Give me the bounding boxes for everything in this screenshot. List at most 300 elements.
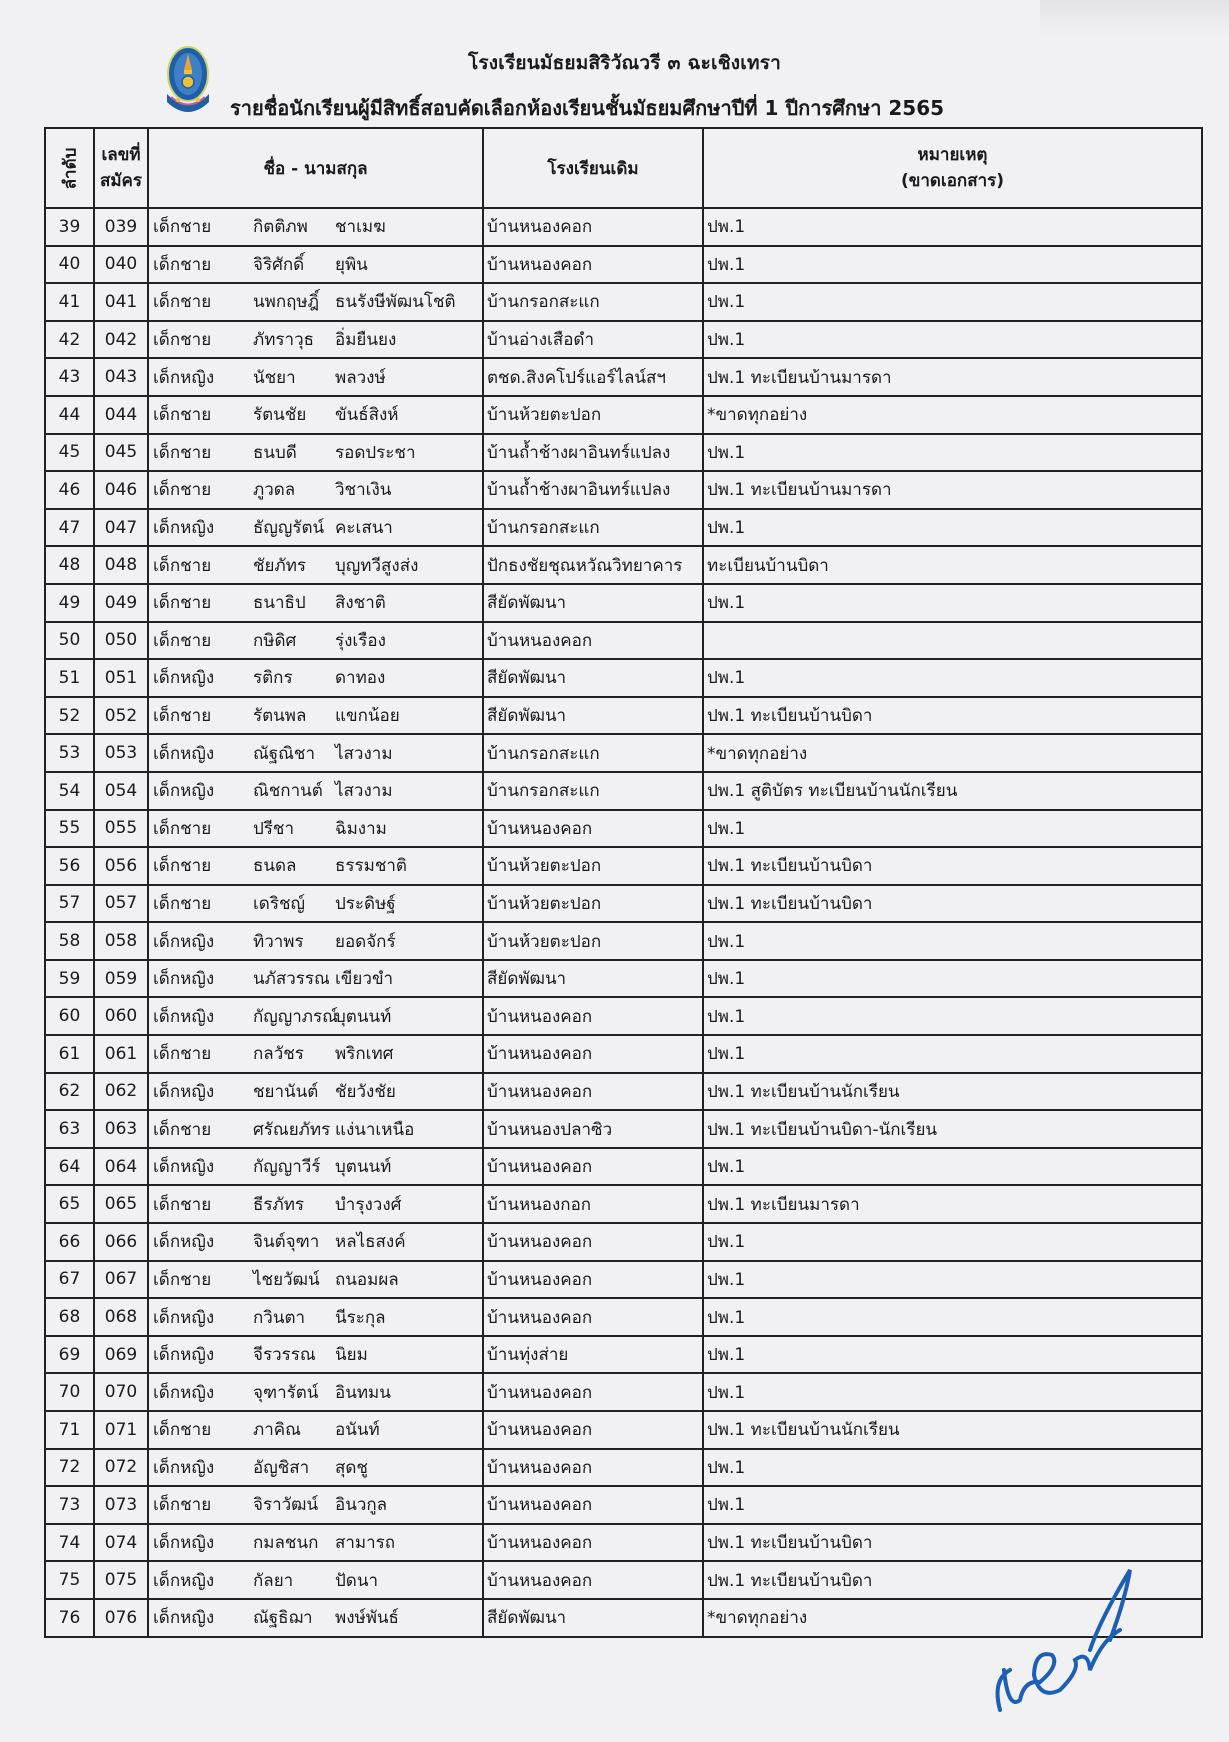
last-name: บุตนนท์ xyxy=(335,1157,392,1178)
application-number: 046 xyxy=(94,471,148,509)
student-name xyxy=(148,283,483,321)
first-name: ภูวดล xyxy=(253,480,296,501)
student-name xyxy=(148,1035,483,1073)
student-name xyxy=(148,358,483,396)
table-header-row xyxy=(45,128,1202,208)
remark: ปพ.1 xyxy=(703,283,1202,321)
application-number: 065 xyxy=(94,1185,148,1223)
first-name: ชัยภัทร xyxy=(253,555,307,576)
name-prefix: เด็กชาย xyxy=(153,330,212,351)
old-school: สียัดพัฒนา xyxy=(483,584,703,622)
old-school: บ้านหนองคอก xyxy=(483,1373,703,1411)
name-prefix: เด็กชาย xyxy=(153,630,212,651)
student-name xyxy=(148,1223,483,1261)
row-number: 44 xyxy=(45,396,94,434)
last-name: นีระกุล xyxy=(335,1307,386,1328)
old-school: บ้านห้วยตะปอก xyxy=(483,922,703,960)
table-row xyxy=(45,772,1202,810)
application-number: 067 xyxy=(94,1261,148,1299)
student-name xyxy=(148,697,483,735)
last-name: หลไธสงค์ xyxy=(335,1232,406,1253)
last-name: ปัดนา xyxy=(335,1570,378,1591)
first-name: กัลยา xyxy=(253,1570,294,1591)
first-name: กวินตา xyxy=(253,1307,306,1328)
name-prefix: เด็กหญิง xyxy=(153,743,215,764)
student-name xyxy=(148,960,483,998)
old-school: บ้านหนองคอก xyxy=(483,1561,703,1599)
name-prefix: เด็กชาย xyxy=(153,1420,212,1441)
application-number: 069 xyxy=(94,1336,148,1374)
remark: ปพ.1 xyxy=(703,1148,1202,1186)
student-name xyxy=(148,1449,483,1487)
name-prefix: เด็กหญิง xyxy=(153,969,215,990)
table-row xyxy=(45,1073,1202,1111)
last-name: ฉิมงาม xyxy=(335,818,387,839)
application-number: 041 xyxy=(94,283,148,321)
row-number: 43 xyxy=(45,358,94,396)
student-name xyxy=(148,1336,483,1374)
row-number: 41 xyxy=(45,283,94,321)
remark: ปพ.1 xyxy=(703,922,1202,960)
student-name xyxy=(148,509,483,547)
application-number: 066 xyxy=(94,1223,148,1261)
application-number: 058 xyxy=(94,922,148,960)
old-school: บ้านหนองคอก xyxy=(483,810,703,848)
row-number: 51 xyxy=(45,659,94,697)
application-number: 070 xyxy=(94,1373,148,1411)
application-number: 047 xyxy=(94,509,148,547)
last-name: ธรรมชาติ xyxy=(335,856,407,877)
remark: ปพ.1 ทะเบียนบ้านบิดา xyxy=(703,847,1202,885)
table-row xyxy=(45,997,1202,1035)
old-school: บ้านหนองคอก xyxy=(483,1411,703,1449)
first-name: อัญชิสา xyxy=(253,1457,310,1478)
row-number: 40 xyxy=(45,246,94,284)
first-name: ธนบดี xyxy=(253,442,297,463)
last-name: บุตนนท์ xyxy=(335,1006,392,1027)
name-prefix: เด็กชาย xyxy=(153,480,212,501)
student-name xyxy=(148,997,483,1035)
old-school: บ้านกรอกสะแก xyxy=(483,509,703,547)
row-number: 65 xyxy=(45,1185,94,1223)
application-number: 063 xyxy=(94,1110,148,1148)
old-school: บ้านกรอกสะแก xyxy=(483,734,703,772)
application-number: 068 xyxy=(94,1298,148,1336)
old-school: บ้านหนองคอก xyxy=(483,246,703,284)
last-name: บุญทวีสูงส่ง xyxy=(335,555,419,576)
student-name xyxy=(148,1373,483,1411)
name-prefix: เด็กชาย xyxy=(153,292,212,313)
name-prefix: เด็กชาย xyxy=(153,818,212,839)
name-prefix: เด็กชาย xyxy=(153,442,212,463)
row-number: 39 xyxy=(45,208,94,246)
application-number: 042 xyxy=(94,321,148,359)
application-number: 064 xyxy=(94,1148,148,1186)
row-number: 75 xyxy=(45,1561,94,1599)
remark xyxy=(703,622,1202,660)
row-number: 73 xyxy=(45,1486,94,1524)
student-name xyxy=(148,1411,483,1449)
student-table xyxy=(44,127,1203,1638)
table-row xyxy=(45,922,1202,960)
application-number: 053 xyxy=(94,734,148,772)
row-number: 42 xyxy=(45,321,94,359)
row-number: 76 xyxy=(45,1599,94,1637)
first-name: ชยานันต์ xyxy=(253,1081,319,1102)
name-prefix: เด็กชาย xyxy=(153,1194,212,1215)
table-row xyxy=(45,960,1202,998)
remark: ปพ.1 ทะเบียนบ้านนักเรียน xyxy=(703,1073,1202,1111)
column-header-id: เลขที่ สมัคร xyxy=(94,128,148,208)
remark: ปพ.1 xyxy=(703,1223,1202,1261)
name-prefix: เด็กหญิง xyxy=(153,1608,215,1629)
name-prefix: เด็กชาย xyxy=(153,254,212,275)
student-name xyxy=(148,1561,483,1599)
row-number: 56 xyxy=(45,847,94,885)
student-name xyxy=(148,546,483,584)
last-name: บำรุงวงศ์ xyxy=(335,1194,402,1215)
table-row xyxy=(45,283,1202,321)
application-number: 062 xyxy=(94,1073,148,1111)
name-prefix: เด็กหญิง xyxy=(153,1345,215,1366)
row-number: 62 xyxy=(45,1073,94,1111)
table-row xyxy=(45,509,1202,547)
last-name: เขียวขำ xyxy=(335,969,394,990)
first-name: นพกฤษฎิ์ xyxy=(253,292,320,313)
first-name: ณัฐธิฌา xyxy=(253,1608,313,1629)
row-number: 71 xyxy=(45,1411,94,1449)
remark: ปพ.1 xyxy=(703,1373,1202,1411)
table-row xyxy=(45,1148,1202,1186)
name-prefix: เด็กชาย xyxy=(153,1495,212,1516)
first-name: นัชยา xyxy=(253,367,296,388)
last-name: ไสวงาม xyxy=(335,781,393,802)
name-prefix: เด็กหญิง xyxy=(153,1457,215,1478)
remark: ปพ.1 xyxy=(703,208,1202,246)
application-number: 071 xyxy=(94,1411,148,1449)
table-row xyxy=(45,1449,1202,1487)
first-name: รัตนชัย xyxy=(253,405,307,426)
last-name: พงษ์พันธ์ xyxy=(335,1608,399,1629)
first-name: ธนดล xyxy=(253,856,297,877)
table-row xyxy=(45,208,1202,246)
old-school: บ้านหนองคอก xyxy=(483,997,703,1035)
student-name xyxy=(148,396,483,434)
first-name: ณัฐณิชา xyxy=(253,743,316,764)
last-name: ชัยวังชัย xyxy=(335,1081,396,1102)
name-prefix: เด็กชาย xyxy=(153,706,212,727)
remark: ปพ.1 ทะเบียนบ้านบิดา-นักเรียน xyxy=(703,1110,1202,1148)
student-name xyxy=(148,847,483,885)
last-name: อนันท์ xyxy=(335,1420,380,1441)
student-name xyxy=(148,1486,483,1524)
name-prefix: เด็กชาย xyxy=(153,1044,212,1065)
table-row xyxy=(45,847,1202,885)
name-prefix: เด็กหญิง xyxy=(153,781,215,802)
remark: ปพ.1 ทะเบียนบ้านบิดา xyxy=(703,1561,1202,1599)
student-name xyxy=(148,1185,483,1223)
last-name: สามารถ xyxy=(335,1533,396,1554)
last-name: คะเสนา xyxy=(335,518,393,539)
old-school: บ้านหนองกอก xyxy=(483,1185,703,1223)
first-name: เดริชญ์ xyxy=(253,893,306,914)
old-school: บ้านอ่างเสือดำ xyxy=(483,321,703,359)
last-name: ยอดจักร์ xyxy=(335,931,396,952)
column-header-name: ชื่อ - นามสกุล xyxy=(148,128,483,208)
table-row xyxy=(45,622,1202,660)
application-number: 054 xyxy=(94,772,148,810)
student-name xyxy=(148,321,483,359)
first-name: กมลชนก xyxy=(253,1533,319,1554)
first-name: จีรวรรณ xyxy=(253,1345,316,1366)
last-name: ยุพิน xyxy=(335,254,368,275)
column-header-old-school: โรงเรียนเดิม xyxy=(483,128,703,208)
row-number: 60 xyxy=(45,997,94,1035)
name-prefix: เด็กชาย xyxy=(153,893,212,914)
application-number: 051 xyxy=(94,659,148,697)
first-name: ธีรภัทร xyxy=(253,1194,305,1215)
application-number: 076 xyxy=(94,1599,148,1637)
old-school: บ้านหนองคอก xyxy=(483,1486,703,1524)
first-name: กัญญาวีร์ xyxy=(253,1157,321,1178)
old-school: บ้านกรอกสะแก xyxy=(483,283,703,321)
first-name: กษิดิศ xyxy=(253,630,297,651)
name-prefix: เด็กหญิง xyxy=(153,367,215,388)
student-name xyxy=(148,1110,483,1148)
last-name: แง่นาเหนือ xyxy=(335,1119,415,1140)
row-number: 63 xyxy=(45,1110,94,1148)
student-name xyxy=(148,659,483,697)
remark: ปพ.1 xyxy=(703,1298,1202,1336)
remark: ปพ.1 xyxy=(703,659,1202,697)
application-number: 075 xyxy=(94,1561,148,1599)
row-number: 74 xyxy=(45,1524,94,1562)
row-number: 67 xyxy=(45,1261,94,1299)
last-name: ขันธ์สิงห์ xyxy=(335,405,399,426)
first-name: กิตติภพ xyxy=(253,217,308,238)
last-name: ไสวงาม xyxy=(335,743,393,764)
old-school: บ้านถ้ำช้างผาอินทร์แปลง xyxy=(483,471,703,509)
remark: ปพ.1 xyxy=(703,997,1202,1035)
remark: ปพ.1 xyxy=(703,1486,1202,1524)
old-school: บ้านห้วยตะปอก xyxy=(483,396,703,434)
row-number: 53 xyxy=(45,734,94,772)
table-row xyxy=(45,1185,1202,1223)
remark: ปพ.1 xyxy=(703,1336,1202,1374)
document-header xyxy=(0,0,1229,127)
row-number: 47 xyxy=(45,509,94,547)
student-name xyxy=(148,622,483,660)
row-number: 59 xyxy=(45,960,94,998)
table-row xyxy=(45,358,1202,396)
row-number: 58 xyxy=(45,922,94,960)
row-number: 48 xyxy=(45,546,94,584)
remark: *ขาดทุกอย่าง xyxy=(703,734,1202,772)
remark: ปพ.1 ทะเบียนบ้านบิดา xyxy=(703,885,1202,923)
table-row xyxy=(45,1035,1202,1073)
student-name xyxy=(148,810,483,848)
last-name: ธนรังษีพัฒนโชติ xyxy=(335,292,456,313)
application-number: 055 xyxy=(94,810,148,848)
remark: ปพ.1 xyxy=(703,1449,1202,1487)
name-prefix: เด็กชาย xyxy=(153,1119,212,1140)
table-row xyxy=(45,1223,1202,1261)
remark: ปพ.1 ทะเบียนบ้านมารดา xyxy=(703,471,1202,509)
old-school: บ้านหนองคอก xyxy=(483,1223,703,1261)
table-row xyxy=(45,1411,1202,1449)
student-name xyxy=(148,584,483,622)
name-prefix: เด็กชาย xyxy=(153,555,212,576)
remark: ปพ.1 xyxy=(703,246,1202,284)
table-row xyxy=(45,1110,1202,1148)
first-name: จิริศักดิ์ xyxy=(253,254,305,275)
last-name: วิชาเงิน xyxy=(335,480,392,501)
remark: ปพ.1 ทะเบียนบ้านบิดา xyxy=(703,697,1202,735)
last-name: สิงชาติ xyxy=(335,593,386,614)
remark: ปพ.1 xyxy=(703,434,1202,472)
name-prefix: เด็กหญิง xyxy=(153,518,215,539)
student-name xyxy=(148,922,483,960)
table-row xyxy=(45,546,1202,584)
name-prefix: เด็กชาย xyxy=(153,1269,212,1290)
table-row xyxy=(45,584,1202,622)
row-number: 46 xyxy=(45,471,94,509)
old-school: สียัดพัฒนา xyxy=(483,697,703,735)
remark: ปพ.1 ทะเบียนบ้านนักเรียน xyxy=(703,1411,1202,1449)
remark: ปพ.1 xyxy=(703,960,1202,998)
first-name: จุฑารัตน์ xyxy=(253,1382,319,1403)
remark: ปพ.1 สูติบัตร ทะเบียนบ้านนักเรียน xyxy=(703,772,1202,810)
remark: ปพ.1 ทะเบียนบ้านบิดา xyxy=(703,1524,1202,1562)
row-number: 57 xyxy=(45,885,94,923)
remark: ปพ.1 xyxy=(703,509,1202,547)
row-number: 52 xyxy=(45,697,94,735)
application-number: 052 xyxy=(94,697,148,735)
old-school: สียัดพัฒนา xyxy=(483,1599,703,1637)
last-name: ถนอมผล xyxy=(335,1269,399,1290)
first-name: ไชยวัฒน์ xyxy=(253,1269,320,1290)
last-name: สุดชู xyxy=(335,1457,368,1478)
application-number: 043 xyxy=(94,358,148,396)
row-number: 55 xyxy=(45,810,94,848)
remark: *ขาดทุกอย่าง xyxy=(703,396,1202,434)
remark: ทะเบียนบ้านบิดา xyxy=(703,546,1202,584)
student-name xyxy=(148,246,483,284)
table-row xyxy=(45,1261,1202,1299)
table-row xyxy=(45,471,1202,509)
old-school: ปักธงชัยชุณหวัณวิทยาคาร xyxy=(483,546,703,584)
remark: ปพ.1 xyxy=(703,810,1202,848)
old-school: บ้านหนองคอก xyxy=(483,622,703,660)
old-school: บ้านห้วยตะปอก xyxy=(483,885,703,923)
old-school: บ้านหนองคอก xyxy=(483,1524,703,1562)
table-row xyxy=(45,1524,1202,1562)
last-name: รุ่งเรือง xyxy=(335,630,386,651)
remark: ปพ.1 xyxy=(703,1035,1202,1073)
name-prefix: เด็กหญิง xyxy=(153,1570,215,1591)
old-school: บ้านหนองคอก xyxy=(483,1148,703,1186)
application-number: 050 xyxy=(94,622,148,660)
table-row xyxy=(45,246,1202,284)
first-name: ปรีชา xyxy=(253,818,295,839)
remark: *ขาดทุกอย่าง xyxy=(703,1599,1202,1637)
application-number: 056 xyxy=(94,847,148,885)
table-row xyxy=(45,697,1202,735)
last-name: อินทมน xyxy=(335,1382,391,1403)
application-number: 040 xyxy=(94,246,148,284)
application-number: 039 xyxy=(94,208,148,246)
table-row xyxy=(45,1298,1202,1336)
document-title: รายชื่อนักเรียนผู้มีสิทธิ์สอบคัดเลือกห้องเรียนชั้นมัธยมศึกษาปีที่ 1 ปีการศึกษา 2565 xyxy=(230,96,945,120)
first-name: ทิวาพร xyxy=(253,931,304,952)
first-name: รัตนพล xyxy=(253,706,307,727)
last-name: อิ่มยืนยง xyxy=(335,330,397,351)
remark: ปพ.1 xyxy=(703,1261,1202,1299)
old-school: บ้านหนองคอก xyxy=(483,1449,703,1487)
table-row xyxy=(45,1336,1202,1374)
old-school: บ้านหนองคอก xyxy=(483,1073,703,1111)
first-name: ธัญญรัตน์ xyxy=(253,518,325,539)
column-header-no: ลำดับ xyxy=(45,128,94,208)
table-row xyxy=(45,734,1202,772)
student-name xyxy=(148,1148,483,1186)
name-prefix: เด็กหญิง xyxy=(153,668,215,689)
first-name: กลวัชร xyxy=(253,1044,304,1065)
name-prefix: เด็กชาย xyxy=(153,856,212,877)
row-number: 66 xyxy=(45,1223,94,1261)
old-school: บ้านห้วยตะปอก xyxy=(483,847,703,885)
name-prefix: เด็กหญิง xyxy=(153,1533,215,1554)
old-school: บ้านหนองคอก xyxy=(483,1298,703,1336)
remark: ปพ.1 ทะเบียนบ้านมารดา xyxy=(703,358,1202,396)
student-name xyxy=(148,1298,483,1336)
student-name xyxy=(148,734,483,772)
last-name: พริกเทศ xyxy=(335,1044,394,1065)
last-name: รอดประชา xyxy=(335,442,416,463)
old-school: สียัดพัฒนา xyxy=(483,960,703,998)
student-name xyxy=(148,885,483,923)
last-name: แขกน้อย xyxy=(335,706,400,727)
table-row xyxy=(45,1373,1202,1411)
first-name: ณิชกานต์ xyxy=(253,781,323,802)
remark: ปพ.1 ทะเบียนมารดา xyxy=(703,1185,1202,1223)
last-name: พลวงษ์ xyxy=(335,367,386,388)
application-number: 059 xyxy=(94,960,148,998)
last-name: อินวกูล xyxy=(335,1495,388,1516)
remark: ปพ.1 xyxy=(703,321,1202,359)
row-number: 61 xyxy=(45,1035,94,1073)
first-name: กัญญาภรณ์ xyxy=(253,1006,338,1027)
handwritten-signature-icon xyxy=(990,1560,1140,1720)
table-row xyxy=(45,321,1202,359)
first-name: นภัสวรรณ xyxy=(253,969,330,990)
application-number: 074 xyxy=(94,1524,148,1562)
student-name xyxy=(148,434,483,472)
row-number: 70 xyxy=(45,1373,94,1411)
student-name xyxy=(148,1073,483,1111)
application-number: 060 xyxy=(94,997,148,1035)
first-name: รติกร xyxy=(253,668,293,689)
student-name xyxy=(148,471,483,509)
student-name xyxy=(148,1599,483,1637)
student-name xyxy=(148,208,483,246)
row-number: 64 xyxy=(45,1148,94,1186)
name-prefix: เด็กชาย xyxy=(153,405,212,426)
name-prefix: เด็กชาย xyxy=(153,593,212,614)
old-school: บ้านกรอกสะแก xyxy=(483,772,703,810)
name-prefix: เด็กหญิง xyxy=(153,1307,215,1328)
application-number: 057 xyxy=(94,885,148,923)
